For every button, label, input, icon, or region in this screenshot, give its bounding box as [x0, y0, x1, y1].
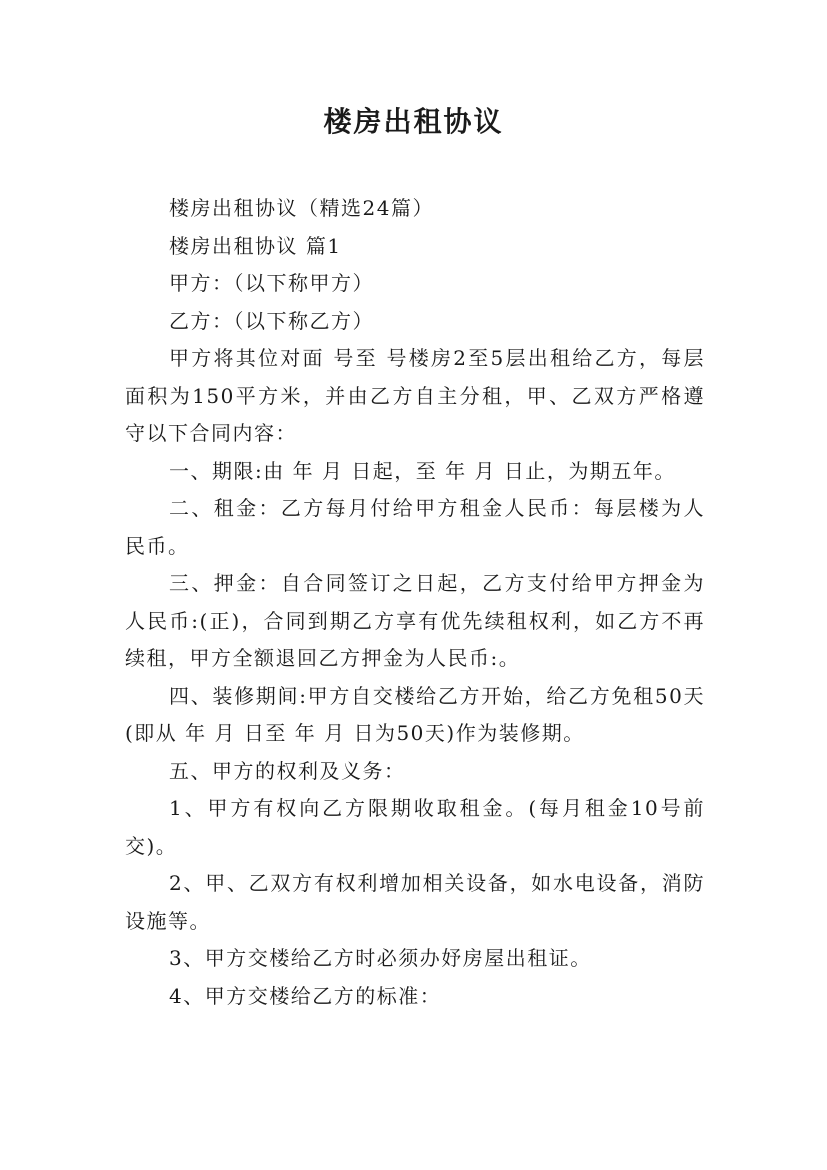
paragraph-clause-1: 1、甲方有权向乙方限期收取租金。(每月租金10号前交)。 — [125, 796, 705, 858]
paragraph-intro: 楼房出租协议（精选24篇） — [169, 196, 434, 220]
paragraph-clause-4: 4、甲方交楼给乙方的标准： — [169, 983, 442, 1008]
paragraph-rights-heading: 五、甲方的权利及义务： — [169, 758, 406, 783]
paragraph-term: 一、期限:由 年 月 日起，至 年 月 日止，为期五年。 — [169, 458, 676, 483]
paragraph-rent: 二、租金：乙方每月付给甲方租金人民币：每层楼为人民币。 — [125, 496, 705, 558]
paragraph-renovation: 四、装修期间:甲方自交楼给乙方开始，给乙方免租50天(即从 年 月 日至 年 月 日为50天)作为装修期。 — [125, 683, 705, 745]
paragraph-clause-3: 3、甲方交楼给乙方时必须办妤房屋出租证。 — [169, 946, 592, 970]
document-body — [125, 190, 705, 1015]
paragraph-deposit: 三、押金：自合同签订之日起，乙方支付给甲方押金为人民币:(正)，合同到期乙方享有优先续租权利，如乙方不再续租，甲方全额退回乙方押金为人民币:。 — [125, 571, 705, 670]
paragraph-party-a: 甲方：（以下称甲方） — [169, 271, 374, 295]
paragraph-party-b: 乙方：（以下称乙方） — [169, 308, 374, 333]
paragraph-preamble: 甲方将其位对面 号至 号楼房2至5层出租给乙方，每层面积为150平方米，并由乙方自主分租，甲、乙双方严格遵守以下合同内容： — [125, 346, 705, 445]
document-title: 楼房出租协议 — [323, 105, 504, 138]
paragraph-clause-2: 2、甲、乙双方有权利增加相关设备，如水电设备，消防设施等。 — [125, 871, 705, 933]
paragraph-heading: 楼房出租协议 篇1 — [169, 233, 342, 258]
